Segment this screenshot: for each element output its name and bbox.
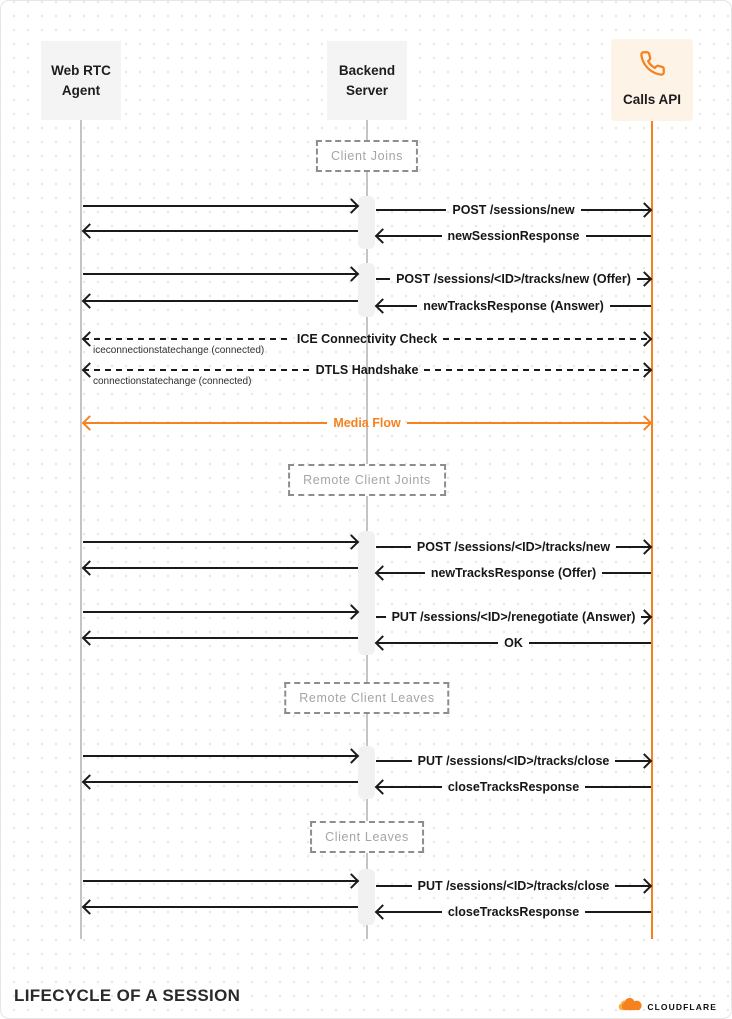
arrow-put-renegotiate-answer bbox=[376, 610, 651, 624]
actor-backend-label-line1: Backend bbox=[338, 62, 396, 78]
message-label: POST /sessions/<ID>/tracks/new bbox=[416, 539, 611, 554]
arrow-line bbox=[376, 885, 412, 888]
arrowhead-right-icon bbox=[344, 266, 360, 282]
cloudflare-wordmark: CLOUDFLARE bbox=[647, 1001, 717, 1012]
arrow-new-session-response bbox=[376, 229, 651, 243]
actor-backend-server bbox=[327, 41, 407, 120]
arrow-media-flow bbox=[83, 416, 651, 430]
arrow-line bbox=[407, 422, 651, 425]
message-label: closeTracksResponse bbox=[447, 779, 580, 794]
page-title: LIFECYCLE OF A SESSION bbox=[14, 986, 241, 1005]
message-label: Media Flow bbox=[333, 415, 401, 430]
arrow-webrtc-to-backend bbox=[83, 749, 358, 763]
activation-bar bbox=[358, 263, 375, 317]
activation-bar bbox=[358, 746, 375, 799]
message-label: POST /sessions/<ID>/tracks/new (Offer) bbox=[396, 271, 631, 286]
arrow-put-tracks-close bbox=[376, 754, 651, 768]
arrowhead-right-icon bbox=[637, 878, 653, 894]
message-label: closeTracksResponse bbox=[447, 904, 580, 919]
arrow-line bbox=[83, 230, 358, 233]
arrow-line bbox=[83, 611, 358, 614]
event-iceconnectionstatechange: iceconnectionstatechange (connected) bbox=[93, 345, 265, 356]
message-label: newTracksResponse (Answer) bbox=[423, 298, 604, 313]
message-label: DTLS Handshake bbox=[315, 362, 419, 377]
arrow-post-tracks-new-offer bbox=[376, 272, 651, 286]
arrow-close-tracks-response bbox=[376, 780, 651, 794]
message-label: PUT /sessions/<ID>/tracks/close bbox=[417, 878, 610, 893]
arrow-put-tracks-close bbox=[376, 879, 651, 893]
arrowhead-left-icon bbox=[82, 223, 98, 239]
message-label: PUT /sessions/<ID>/tracks/close bbox=[417, 753, 610, 768]
arrow-line bbox=[83, 369, 310, 372]
message-label: newTracksResponse (Offer) bbox=[430, 565, 597, 580]
arrowhead-left-icon bbox=[375, 228, 391, 244]
arrow-backend-to-webrtc bbox=[83, 294, 358, 308]
arrowhead-right-icon bbox=[637, 331, 653, 347]
arrowhead-left-icon bbox=[375, 904, 391, 920]
arrowhead-right-icon bbox=[637, 753, 653, 769]
arrow-dtls-handshake bbox=[83, 363, 651, 377]
arrow-webrtc-to-backend bbox=[83, 535, 358, 549]
arrow-line bbox=[83, 205, 358, 208]
arrow-line bbox=[83, 541, 358, 544]
arrow-line bbox=[83, 300, 358, 303]
arrow-line bbox=[585, 911, 651, 914]
arrowhead-left-icon bbox=[82, 899, 98, 915]
arrow-line bbox=[610, 305, 651, 308]
arrow-line bbox=[83, 338, 291, 341]
arrow-line bbox=[602, 572, 651, 575]
activation-bar bbox=[358, 869, 375, 925]
arrow-line bbox=[376, 546, 411, 549]
lifeline-calls-api bbox=[651, 120, 653, 939]
arrow-post-tracks-new bbox=[376, 540, 651, 554]
arrow-line bbox=[376, 760, 412, 763]
arrow-backend-to-webrtc bbox=[83, 631, 358, 645]
arrow-line bbox=[586, 235, 652, 238]
message-label: ICE Connectivity Check bbox=[296, 331, 438, 346]
arrowhead-right-icon bbox=[637, 202, 653, 218]
arrowhead-right-icon bbox=[637, 539, 653, 555]
arrow-line bbox=[83, 906, 358, 909]
arrow-line bbox=[83, 880, 358, 883]
arrow-line bbox=[83, 567, 358, 570]
section-client-leaves: Client Leaves bbox=[310, 821, 424, 853]
event-connectionstatechange: connectionstatechange (connected) bbox=[93, 376, 252, 387]
arrow-new-tracks-response-answer bbox=[376, 299, 651, 313]
actor-calls-label: Calls API bbox=[622, 92, 682, 107]
arrow-line bbox=[83, 422, 327, 425]
arrow-line bbox=[376, 642, 498, 645]
arrow-line bbox=[83, 637, 358, 640]
arrow-webrtc-to-backend bbox=[83, 874, 358, 888]
arrow-backend-to-webrtc bbox=[83, 900, 358, 914]
arrow-new-tracks-response-offer bbox=[376, 566, 651, 580]
cloudflare-cloud-icon bbox=[617, 997, 644, 1016]
arrow-close-tracks-response bbox=[376, 905, 651, 919]
arrowhead-left-icon bbox=[375, 635, 391, 651]
arrow-line bbox=[376, 209, 446, 212]
arrow-post-sessions-new bbox=[376, 203, 651, 217]
actor-webrtc-agent bbox=[41, 41, 121, 120]
arrowhead-right-icon bbox=[637, 362, 653, 378]
message-label: newSessionResponse bbox=[447, 228, 580, 243]
arrow-ice-connectivity-check bbox=[83, 332, 651, 346]
arrow-line bbox=[83, 273, 358, 276]
arrowhead-right-icon bbox=[637, 415, 653, 431]
arrowhead-right-icon bbox=[344, 873, 360, 889]
activation-bar bbox=[358, 196, 375, 249]
arrow-line bbox=[424, 369, 651, 372]
arrowhead-right-icon bbox=[344, 748, 360, 764]
cloudflare-logo bbox=[617, 997, 717, 1016]
section-remote-client-joins: Remote Client Joints bbox=[288, 464, 446, 496]
message-label: PUT /sessions/<ID>/renegotiate (Answer) bbox=[391, 609, 636, 624]
lifeline-webrtc-agent bbox=[80, 120, 82, 939]
arrowhead-left-icon bbox=[375, 779, 391, 795]
section-client-joins: Client Joins bbox=[316, 140, 418, 172]
arrow-line bbox=[376, 616, 386, 619]
activation-bar bbox=[358, 531, 375, 655]
arrowhead-right-icon bbox=[344, 604, 360, 620]
arrow-line bbox=[443, 338, 651, 341]
arrow-line bbox=[83, 781, 358, 784]
arrow-line bbox=[585, 786, 651, 789]
arrow-line bbox=[83, 755, 358, 758]
actor-calls-api bbox=[611, 39, 693, 121]
arrowhead-left-icon bbox=[82, 415, 98, 431]
arrowhead-left-icon bbox=[375, 565, 391, 581]
arrowhead-right-icon bbox=[637, 271, 653, 287]
arrowhead-right-icon bbox=[344, 534, 360, 550]
arrow-line bbox=[529, 642, 651, 645]
arrowhead-left-icon bbox=[82, 560, 98, 576]
actor-webrtc-label-line1: Web RTC bbox=[51, 62, 111, 78]
arrow-backend-to-webrtc bbox=[83, 224, 358, 238]
arrow-webrtc-to-backend bbox=[83, 605, 358, 619]
message-label: POST /sessions/new bbox=[452, 202, 575, 217]
phone-icon bbox=[639, 50, 666, 83]
arrowhead-left-icon bbox=[375, 298, 391, 314]
arrowhead-right-icon bbox=[344, 198, 360, 214]
arrow-webrtc-to-backend bbox=[83, 267, 358, 281]
arrowhead-left-icon bbox=[82, 774, 98, 790]
arrowhead-left-icon bbox=[82, 293, 98, 309]
arrow-backend-to-webrtc bbox=[83, 561, 358, 575]
message-label: OK bbox=[504, 635, 523, 650]
section-remote-client-leaves: Remote Client Leaves bbox=[284, 682, 449, 714]
arrow-webrtc-to-backend bbox=[83, 199, 358, 213]
arrow-backend-to-webrtc bbox=[83, 775, 358, 789]
arrowhead-left-icon bbox=[82, 630, 98, 646]
actor-webrtc-label-line2: Agent bbox=[61, 82, 101, 98]
actor-backend-label-line2: Server bbox=[345, 82, 389, 98]
arrow-line bbox=[376, 278, 390, 281]
arrow-ok bbox=[376, 636, 651, 650]
